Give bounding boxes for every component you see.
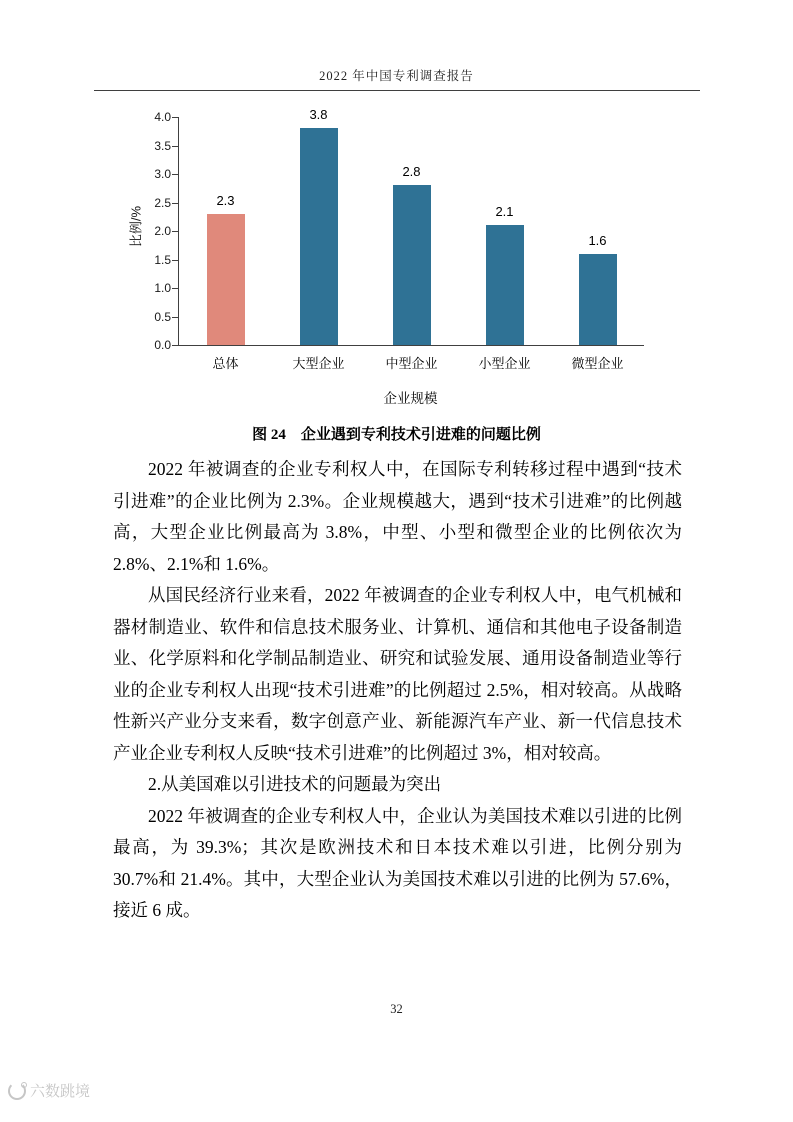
y-tick-mark [172,203,178,204]
bar-value-label: 2.3 [216,192,235,208]
x-axis-title: 企业规模 [383,391,438,406]
y-tick-label: 1.0 [154,281,171,295]
y-tick-label: 3.0 [154,167,171,181]
y-tick-label: 3.5 [154,138,171,153]
paragraph-1: 2022 年被调查的企业专利权人中，在国际专利转移过程中遇到“技术引进难”的企业比例为 2.3%。企业规模越大，遇到“技术引进难”的比例越高，大型企业比例最高为 3.8%，中型、小型和微型企业的比例依次为 2.8%、2.1%和 1.6%。 [113,459,682,574]
y-tick-mark [172,117,178,118]
y-axis-label: 比例/% [128,205,144,248]
report-title: 2022 年中国专利调查报告 [319,69,474,83]
chart-bar-3 [486,225,524,345]
y-tick-label: 2.0 [154,224,171,238]
y-tick-label: 1.5 [154,252,171,267]
y-tick-label: 2.5 [154,195,171,210]
chart-bar-1 [300,128,338,345]
bar-chart [128,107,643,409]
y-tick-label: 0.5 [154,309,171,324]
y-tick-mark [172,174,178,175]
bar-value-label: 3.8 [309,107,328,123]
bar-value-label: 2.1 [495,204,514,220]
page-header [0,66,793,91]
x-tick-label: 微型企业 [571,356,624,371]
bar-value-label: 1.6 [588,232,607,248]
paragraph-2: 从国民经济行业来看，2022 年被调查的企业专利权人中，电气机械和器材制造业、软件和信息技术服务业、计算机、通信和其他电子设备制造业、化学原料和化学制品制造业、研究和试验发展、通用设备制造业等行业的企业专利权人出现“技术引进难”的比例超过 2.5%，相对较高。从战略性新兴产业分支来看，数字创意产业、新能源汽车产业、新一代信息技术产业企业专利权人反映“技术引进难”的比例超过 3%，相对较高。 [113,585,682,763]
chart-bar-0 [207,214,245,345]
x-tick-label: 小型企业 [478,356,531,371]
watermark-logo-icon [8,1082,26,1100]
x-tick-label: 中型企业 [385,356,438,371]
watermark-text: 六数跳境 [30,1083,91,1100]
chart-bar-4 [579,254,617,345]
plot-area [154,107,644,371]
y-tick-mark [172,260,178,261]
y-tick-mark [172,317,178,318]
y-tick-mark [172,146,178,147]
y-tick-mark [172,288,178,289]
paragraph-3: 2022 年被调查的企业专利权人中，企业认为美国技术难以引进的比例最高，为 39.3%；其次是欧洲技术和日本技术难以引进，比例分别为 30.7%和 21.4%。其中，大型企业认为美国技术难以引进的比例为 57.6%，接近 6 成。 [113,805,682,920]
bar-value-label: 2.8 [402,164,421,180]
header-divider [94,90,700,91]
body-text [113,454,682,927]
x-tick-label: 总体 [212,356,239,371]
y-tick-mark [172,345,178,346]
page-number: 32 [390,1002,403,1016]
x-tick-label: 大型企业 [292,356,345,371]
section-heading: 2.从美国难以引进技术的问题最为突出 [148,774,442,794]
y-tick-label: 0.0 [154,338,171,352]
y-tick-label: 4.0 [154,110,171,124]
watermark [8,1080,90,1101]
chart-bar-2 [393,185,431,345]
figure-caption: 图 24 企业遇到专利技术引进难的问题比例 [252,427,541,443]
y-tick-mark [172,231,178,232]
